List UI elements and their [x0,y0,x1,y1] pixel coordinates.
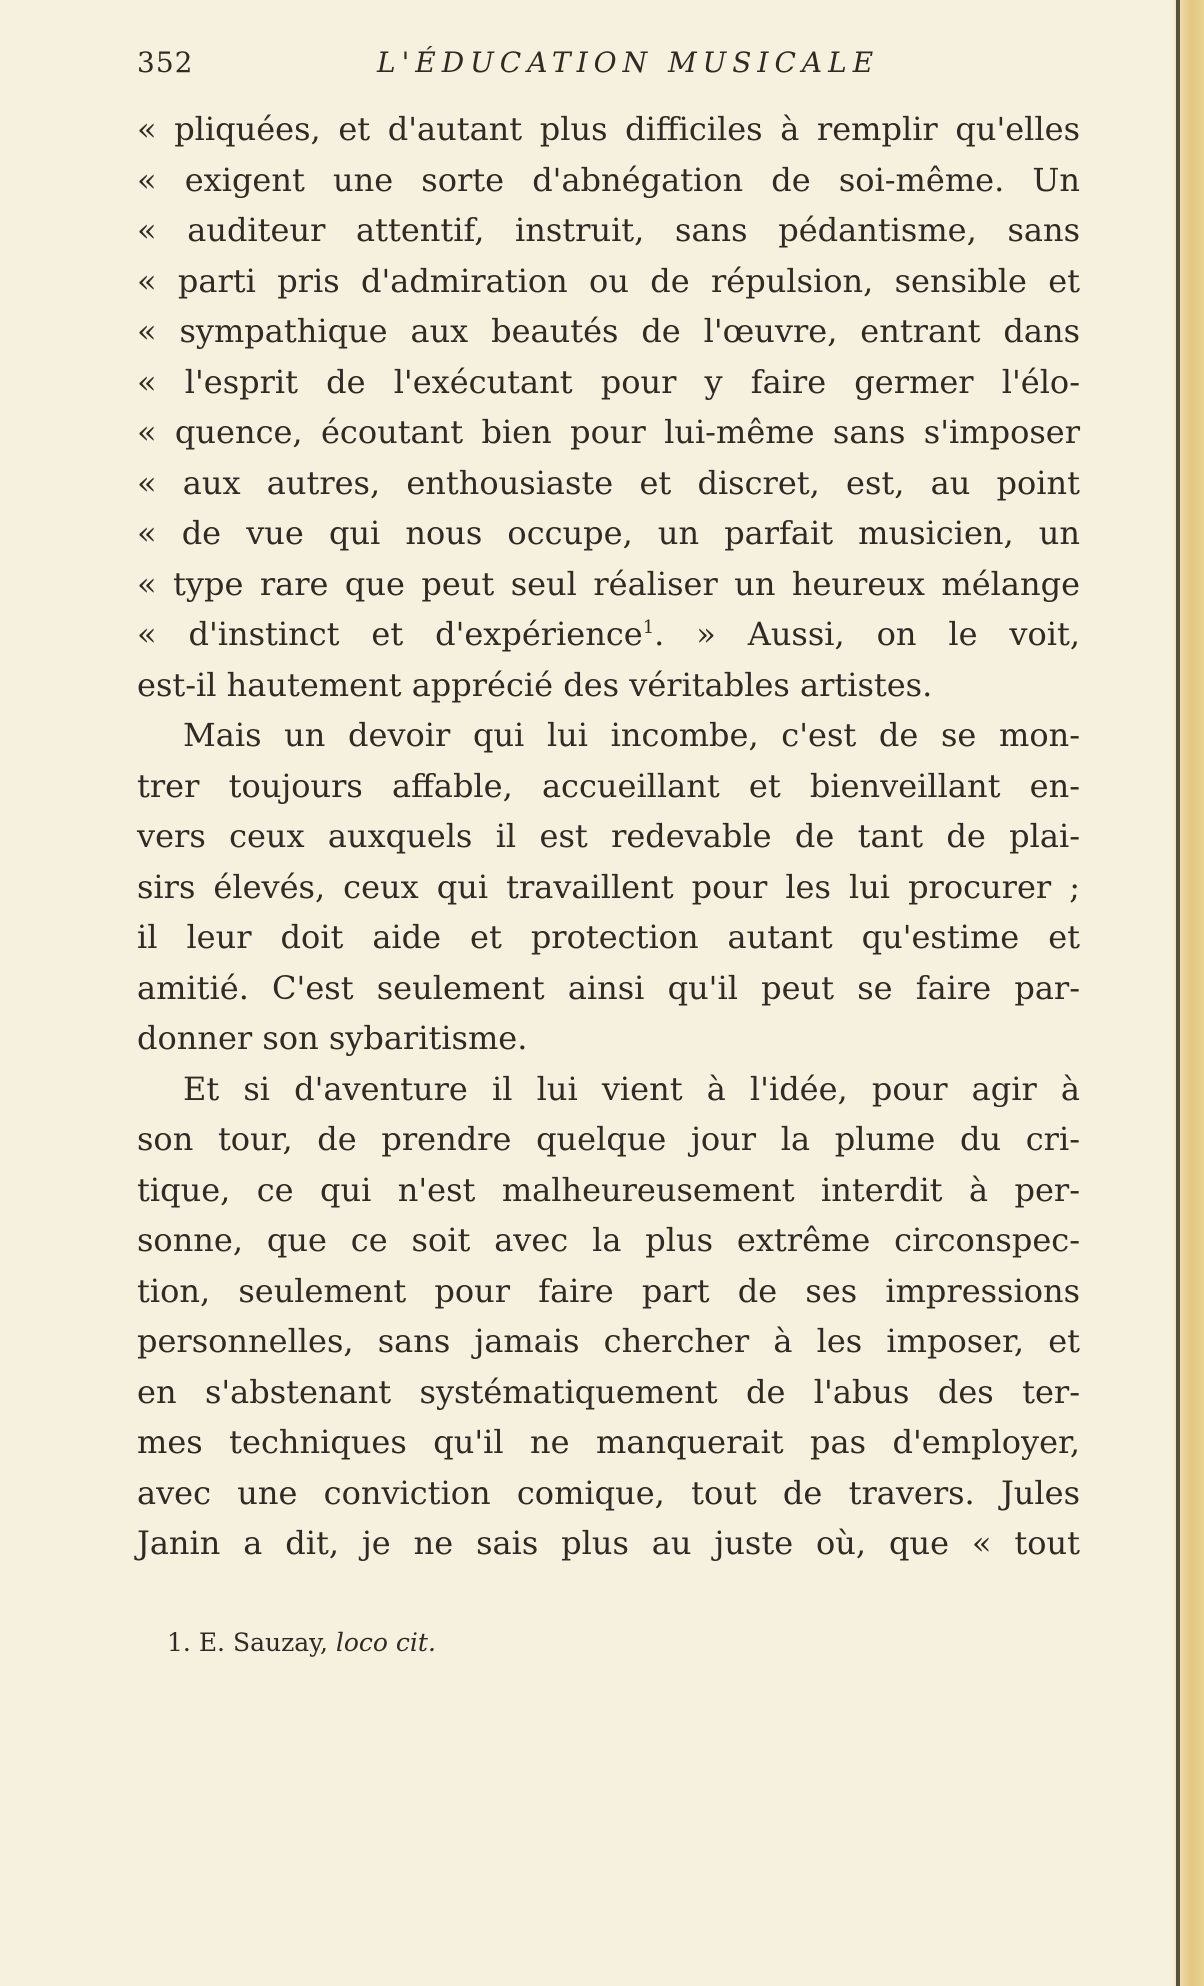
paragraph-end-line: donner son sybaritisme. [137,1019,528,1057]
footnote-citation: loco cit. [335,1628,436,1657]
page-number: 352 [137,46,194,79]
text-line: son tour, de prendre quelque jour la plume du cri- [137,1120,1080,1158]
text-line: « parti pris d'admiration ou de répulsion, sensible et [137,261,1080,300]
text-line: « sympathique aux beautés de l'œuvre, entrant dans [137,312,1080,350]
text-line: sirs élevés, ceux qui travaillent pour les lui procurer ; [137,867,1080,906]
text-line: tion, seulement pour faire part de ses impressions [137,1271,1080,1310]
text-line: sonne, que ce soit avec la plus extrême circonspec- [137,1221,1080,1259]
footnote-author: E. Sauzay, [198,1628,328,1657]
footnote-number: 1. [167,1628,191,1657]
text-line: « de vue qui nous occupe, un parfait musicien, un [137,514,1080,552]
text-line: « l'esprit de l'exécutant pour y faire germer l'élo- [137,362,1080,401]
footnote-reference: 1 [642,617,655,638]
text-line: mes techniques qu'il ne manquerait pas d'employer, [137,1423,1080,1461]
text-line-with-footnote-ref [137,609,1080,660]
text-line: « type rare que peut seul réaliser un heureux mélange [137,564,1080,603]
paragraph-end-line: est-il hautement apprécié des véritables artistes. [137,665,933,704]
page-edge-line [1176,0,1180,1986]
text-line: personnelles, sans jamais chercher à les imposer, et [137,1322,1080,1360]
text-line: « aux autres, enthousiaste et discret, est, au point [137,463,1080,502]
text-line: amitié. C'est seulement ainsi qu'il peut se faire par- [137,968,1080,1007]
paragraph-start-line: Et si d'aventure il lui vient à l'idée, pour agir à [183,1069,1080,1108]
text-line: « quence, écoutant bien pour lui-même sans s'imposer [137,413,1080,451]
text-line: « auditeur attentif, instruit, sans pédantisme, sans [137,211,1080,249]
text-line: « exigent une sorte d'abnégation de soi-même. Un [137,160,1080,199]
text-line: avec une conviction comique, tout de travers. Jules [137,1473,1080,1512]
running-head [137,46,1080,86]
running-title: L'ÉDUCATION MUSICALE [377,46,880,79]
text-line: trer toujours affable, accueillant et bienveillant en- [137,766,1080,805]
paragraph-start-line: Mais un devoir qui lui incombe, c'est de se mon- [183,716,1080,754]
body-text [137,104,1080,1569]
footnote [167,1628,436,1657]
text-line: vers ceux auxquels il est redevable de tant de plai- [137,817,1080,855]
text-line: Janin a dit, je ne sais plus au juste où, que « tout [137,1524,1080,1562]
text-line-head: « d'instinct et d'expérience [137,615,643,653]
text-line-tail: . » Aussi, on le voit, [654,615,1081,653]
text-line: « pliquées, et d'autant plus difficiles à remplir qu'elles [137,110,1080,148]
text-line: en s'abstenant systématiquement de l'abus des ter- [137,1372,1080,1411]
text-line: il leur doit aide et protection autant qu'estime et [137,918,1080,956]
text-line: tique, ce qui n'est malheureusement interdit à per- [137,1170,1080,1209]
